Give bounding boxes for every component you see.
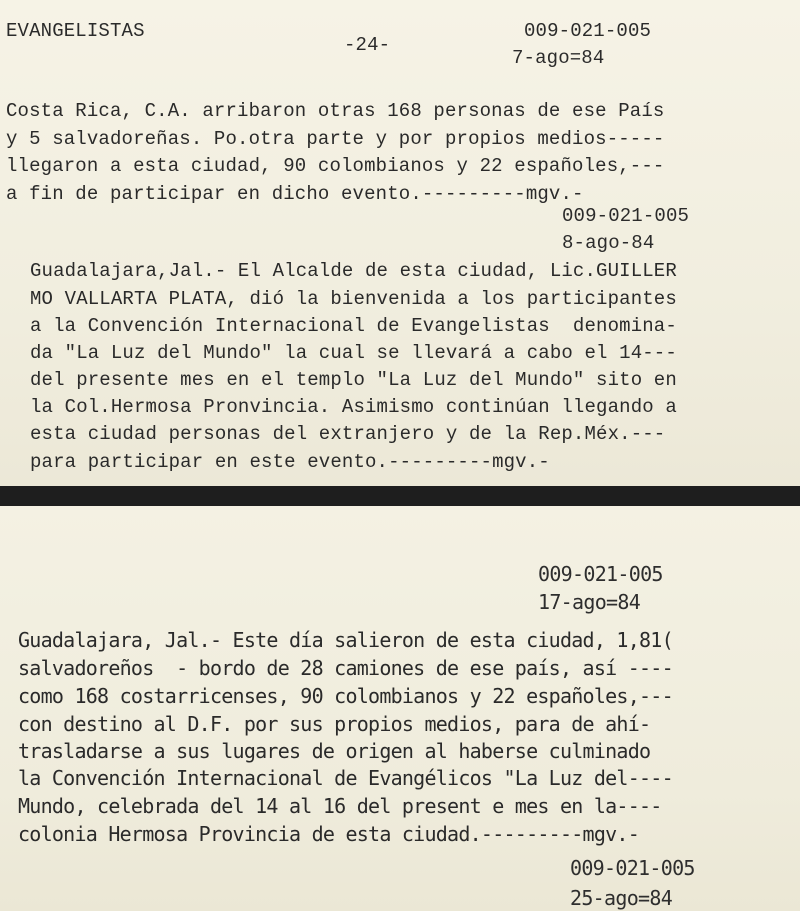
record-date: 17-ago=84 [538, 590, 641, 614]
record-date: 25-ago=84 [570, 886, 673, 910]
document-card-bottom [0, 506, 800, 911]
text-line: Mundo, celebrada del 14 al 16 del present e mes en la---- [18, 794, 662, 818]
text-line: la Convención Internacional de Evangélicos "La Luz del---- [18, 766, 673, 790]
text-line: da "La Luz del Mundo" la cual se llevará a cabo el 14--- [30, 342, 677, 364]
text-line: MO VALLARTA PLATA, dió la bienvenida a los participantes [30, 288, 677, 310]
record-code: 009-021-005 [570, 856, 695, 880]
record-date: 7-ago=84 [512, 47, 605, 69]
text-line: con destino al D.F. por sus propios medios, para de ahí- [18, 712, 651, 736]
text-line: la Col.Hermosa Pronvincia. Asimismo continúan llegando a [30, 396, 677, 418]
text-line: para participar en este evento.---------mgv.- [30, 451, 550, 473]
text-line: a fin de participar en dicho evento.---------mgv.- [6, 183, 584, 205]
record-date: 8-ago-84 [562, 232, 655, 254]
text-line: y 5 salvadoreñas. Po.otra parte y por propios medios----- [6, 128, 665, 150]
text-line: Costa Rica, C.A. arribaron otras 168 personas de ese País [6, 100, 665, 122]
page-number: -24- [344, 34, 391, 56]
text-line: llegaron a esta ciudad, 90 colombianos y 22 españoles,--- [6, 155, 665, 177]
record-code: 009-021-005 [562, 205, 690, 227]
text-line: Guadalajara, Jal.- Este día salieron de esta ciudad, 1,81( [18, 628, 673, 652]
record-code: 009-021-005 [538, 562, 663, 586]
text-line: del presente mes en el templo "La Luz del Mundo" sito en [30, 369, 677, 391]
record-code: 009-021-005 [524, 20, 652, 42]
text-line: a la Convención Internacional de Evangelistas denomina- [30, 315, 677, 337]
text-line: colonia Hermosa Provincia de esta ciudad.---------mgv.- [18, 822, 640, 846]
text-line: Guadalajara,Jal.- El Alcalde de esta ciudad, Lic.GUILLER [30, 260, 677, 282]
text-line: trasladarse a sus lugares de origen al haberse culminado [18, 739, 651, 763]
text-line: como 168 costarricenses, 90 colombianos y 22 españoles,--- [18, 684, 673, 708]
category-heading: EVANGELISTAS [6, 20, 145, 42]
text-line: salvadoreños - bordo de 28 camiones de ese país, así ---- [18, 656, 673, 680]
text-line: esta ciudad personas del extranjero y de la Rep.Méx.--- [30, 423, 666, 445]
